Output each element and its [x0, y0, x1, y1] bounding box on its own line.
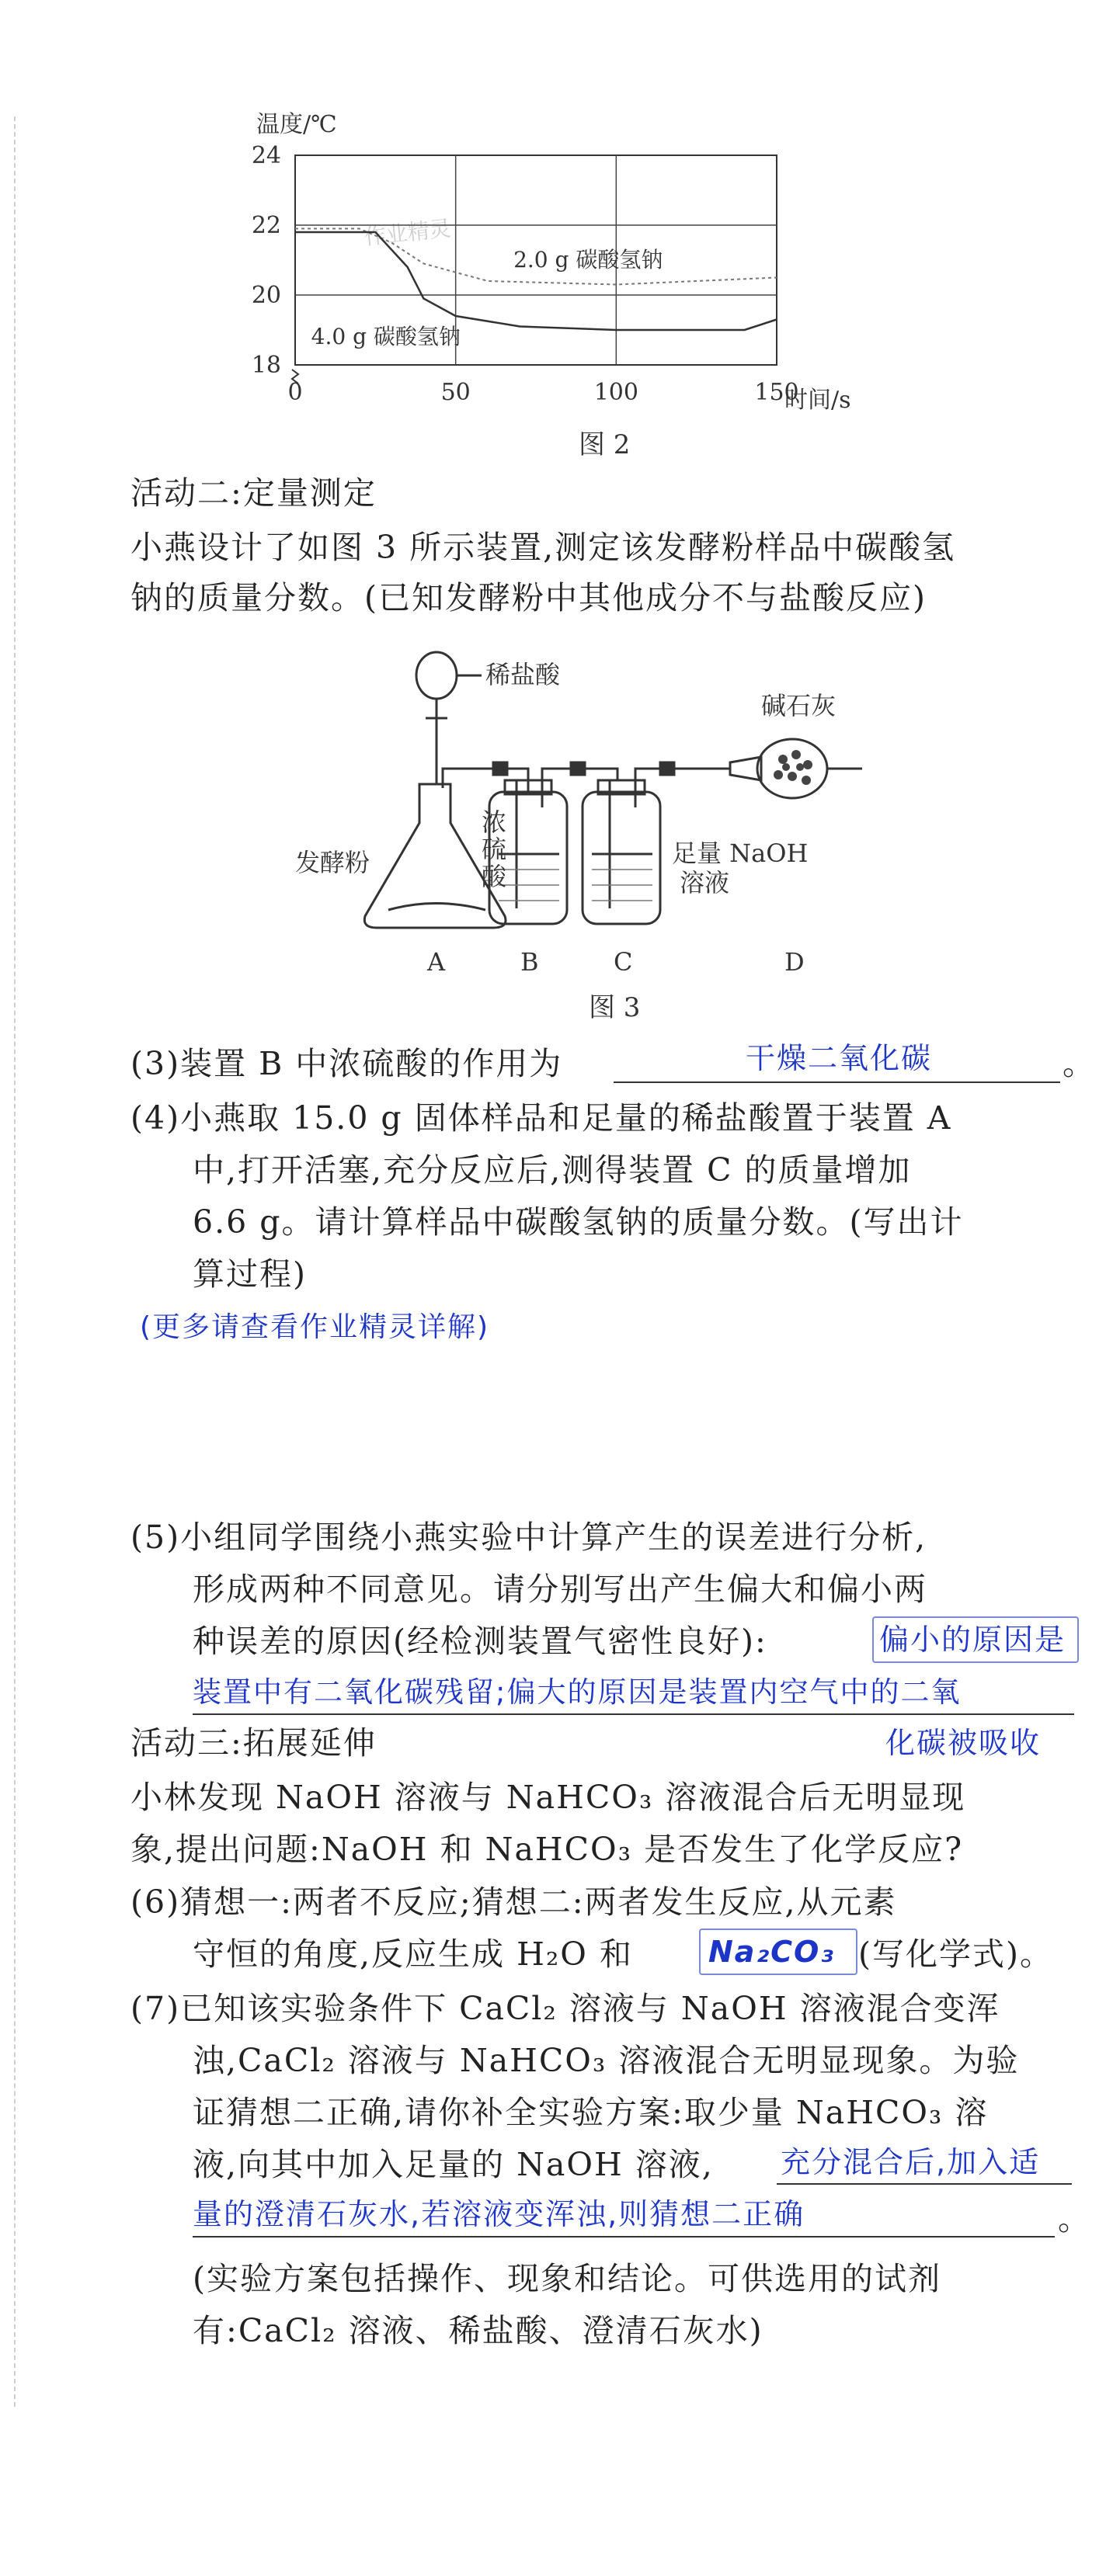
- q5-line-2: 形成两种不同意见。请分别写出产生偏大和偏小两: [193, 1571, 927, 1608]
- margin-dashed-line: [14, 116, 16, 2407]
- q3-underline: [614, 1081, 1060, 1083]
- label-c: C: [614, 947, 633, 977]
- x-tick-label: 150: [754, 379, 799, 406]
- q5-line-3: 种误差的原因(经检测装置气密性良好):: [193, 1623, 767, 1660]
- figure-3: [295, 621, 901, 978]
- q7-line-4-pre: 液,向其中加入足量的 NaOH 溶液,: [193, 2146, 714, 2183]
- activity3-title: 活动三:拓展延伸: [130, 1724, 377, 1762]
- separatory-funnel: [416, 652, 457, 699]
- y-axis-label: 温度/℃: [256, 111, 337, 138]
- label-conc-3: 酸: [482, 862, 507, 891]
- q6-line-2-pre: 守恒的角度,反应生成 H₂O 和: [193, 1935, 633, 1973]
- y-tick-label: 18: [251, 352, 281, 379]
- q3-end: 。: [1063, 1045, 1096, 1082]
- q5-answer-2: 装置中有二氧化碳残留;偏大的原因是装置内空气中的二氧: [193, 1675, 962, 1709]
- q6-line-2-post: (写化学式)。: [858, 1935, 1053, 1973]
- q4-more-link[interactable]: (更多请查看作业精灵详解): [140, 1311, 490, 1343]
- activity2-intro-1: 小燕设计了如图 3 所示装置,测定该发酵粉样品中碳酸氢: [130, 529, 956, 566]
- figure-2-caption: 图 2: [579, 429, 631, 460]
- q7-note-2: 有:CaCl₂ 溶液、稀盐酸、澄清石灰水): [193, 2312, 763, 2349]
- figure-3-caption: 图 3: [589, 992, 641, 1023]
- series-label: 4.0 g 碳酸氢钠: [311, 324, 461, 349]
- label-naoh-1: 足量 NaOH: [672, 838, 809, 868]
- q7-answer-2: 量的澄清石灰水,若溶液变浑浊,则猜想二正确: [193, 2197, 805, 2231]
- label-conc-2: 硫: [482, 835, 507, 864]
- y-tick-label: 20: [251, 282, 281, 309]
- x-tick-label: 0: [287, 379, 303, 406]
- y-tick-label: 24: [251, 142, 281, 169]
- q7-underline-1: [777, 2183, 1072, 2185]
- q4-line-1: (4)小燕取 15.0 g 固体样品和足量的稀盐酸置于装置 A: [130, 1099, 952, 1137]
- q3-text: (3)装置 B 中浓硫酸的作用为: [130, 1045, 563, 1082]
- x-axis-label: 时间/s: [784, 387, 851, 414]
- q3-answer: 干燥二氧化碳: [746, 1041, 933, 1075]
- activity2-intro-2: 钠的质量分数。(已知发酵粉中其他成分不与盐酸反应): [130, 579, 927, 616]
- series-label: 2.0 g 碳酸氢钠: [513, 247, 663, 273]
- q6-answer: Na₂CO₃: [708, 1935, 835, 1969]
- q4-line-2: 中,打开活塞,充分反应后,测得装置 C 的质量增加: [193, 1151, 912, 1189]
- q5-line-1: (5)小组同学围绕小燕实验中计算产生的误差进行分析,: [130, 1519, 927, 1556]
- activity3-line-2: 象,提出问题:NaOH 和 NaHCO₃ 是否发生了化学反应?: [130, 1831, 964, 1868]
- label-d: D: [784, 947, 805, 977]
- label-a: A: [427, 947, 446, 977]
- watermark: 作业精灵: [363, 215, 453, 250]
- label-b: B: [520, 947, 539, 977]
- q7-answer-1: 充分混合后,加入适: [781, 2145, 1041, 2179]
- activity3-line-1: 小林发现 NaOH 溶液与 NaHCO₃ 溶液混合后无明显现: [130, 1779, 966, 1816]
- q4-line-3: 6.6 g。请计算样品中碳酸氢钠的质量分数。(写出计: [193, 1203, 964, 1241]
- q7-note-1: (实验方案包括操作、现象和结论。可供选用的试剂: [193, 2260, 941, 2297]
- label-naoh-2: 溶液: [680, 868, 730, 897]
- temperature-chart: [233, 109, 963, 458]
- q6-line-1: (6)猜想一:两者不反应;猜想二:两者发生反应,从元素: [130, 1883, 897, 1921]
- q4-line-4: 算过程): [193, 1255, 307, 1293]
- figure-2: [233, 109, 963, 458]
- q5-answer-1: 偏小的原因是: [879, 1623, 1066, 1657]
- q7-underline-2: [193, 2236, 1055, 2238]
- label-acid: 稀盐酸: [485, 660, 561, 689]
- q7-end: 。: [1058, 2200, 1091, 2238]
- y-tick-label: 22: [251, 212, 281, 239]
- q7-line-1: (7)已知该实验条件下 CaCl₂ 溶液与 NaOH 溶液混合变浑: [130, 1990, 1000, 2027]
- q5-underline: [193, 1713, 1074, 1715]
- x-tick-label: 100: [593, 379, 638, 406]
- q5-answer-3: 化碳被吸收: [885, 1726, 1042, 1760]
- q7-line-2: 浊,CaCl₂ 溶液与 NaHCO₃ 溶液混合无明显现象。为验: [193, 2042, 1020, 2079]
- label-soda-lime: 碱石灰: [761, 691, 837, 720]
- label-powder: 发酵粉: [295, 848, 370, 877]
- activity2-title: 活动二:定量测定: [130, 474, 377, 512]
- q7-line-3: 证猜想二正确,请你补全实验方案:取少量 NaHCO₃ 溶: [193, 2094, 989, 2131]
- bottle-c: [583, 792, 660, 924]
- apparatus-diagram: [295, 621, 901, 978]
- label-conc-1: 浓: [482, 807, 507, 837]
- x-tick-label: 50: [440, 379, 471, 406]
